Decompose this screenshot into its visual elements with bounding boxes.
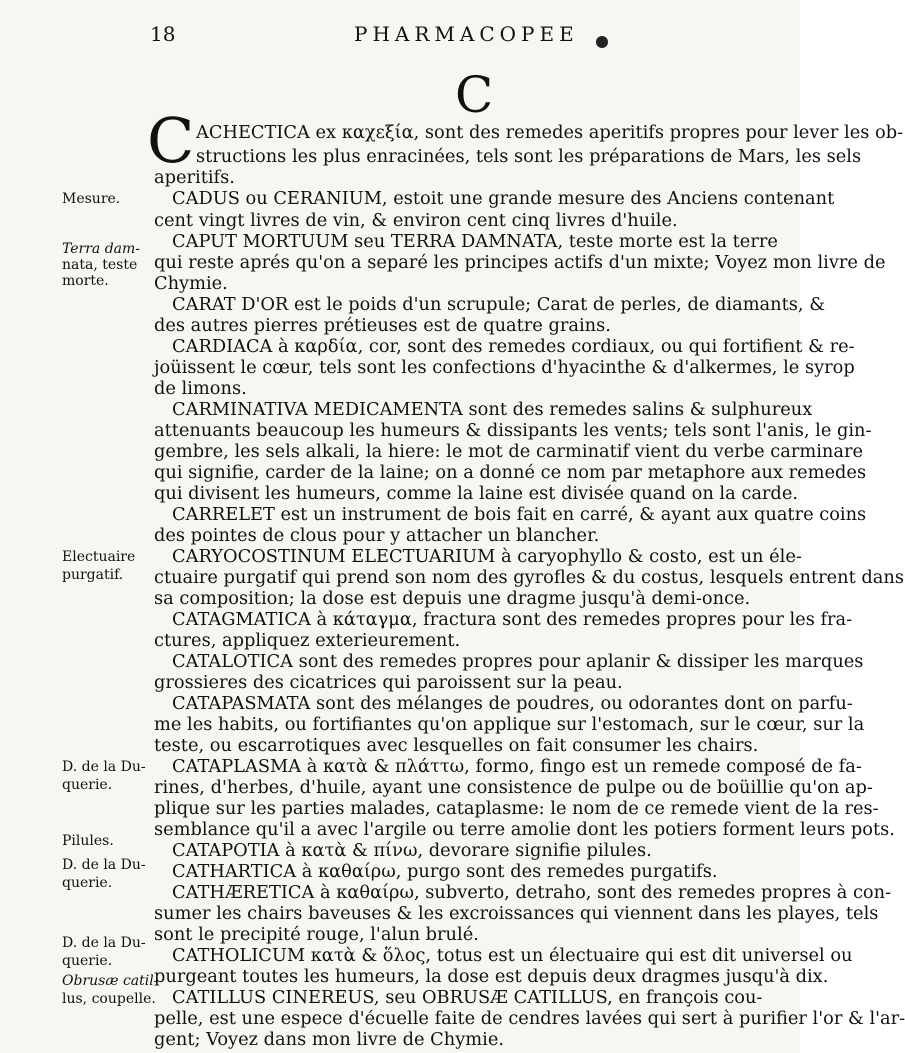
text-line: qui signifie, carder de la laine; on a donné ce nom par metaphore aux remedes [154, 462, 867, 483]
text-line: sont le precipité rouge, l'alun brulé. [154, 924, 479, 945]
page-number: 18 [150, 22, 176, 46]
text-line: CARAT D'OR est le poids d'un scrupule; Carat de perles, de diamants, & [172, 294, 826, 315]
text-line: CATAPASMATA sont des mélanges de poudres, ou odorantes dont on parfu- [172, 693, 853, 714]
running-head: PHARMACOPEE [354, 22, 579, 46]
text-line: CADUS ou CERANIUM, estoit une grande mesure des Anciens contenant [172, 188, 835, 209]
text-line: CARDIACA à καρδία, cor, sont des remedes cordiaux, ou qui fortifient & re- [172, 336, 855, 357]
text-line: CATAPLASMA à κατὰ & πλάττω, formo, fingo est un remede composé de fa- [172, 756, 862, 777]
text-line: teste, ou escarrotiques avec lesquelles on fait consumer les chairs. [154, 735, 759, 756]
text-line: ACHECTICA ex καχεξία, sont des remedes aperitifs propres pour lever les ob- [196, 122, 904, 143]
text-line: me les habits, ou fortifiantes qu'on applique sur l'estomach, sur le cœur, sur la [154, 714, 865, 735]
margin-note: D. de la Du- [62, 759, 146, 775]
text-line: grossieres des cicatrices qui paroissent sur la peau. [154, 672, 623, 693]
text-line: joüissent le cœur, tels sont les confections d'hyacinthe & d'alkermes, le syrop [154, 357, 855, 378]
margin-note: Terra dam- [62, 241, 141, 257]
text-line: CATHÆRETICA à καθαίρω, subverto, detraho, sont des remedes propres à con- [172, 882, 892, 903]
section-letter: C [455, 66, 494, 124]
margin-note: Pilules. [62, 833, 114, 849]
margin-note: morte. [62, 273, 109, 289]
text-line: aperitifs. [154, 167, 235, 188]
margin-note: D. de la Du- [62, 935, 146, 951]
margin-note: purgatif. [62, 567, 124, 583]
text-line: ctuaire purgatif qui prend son nom des gyrofles & du costus, lesquels entrent dans [154, 567, 904, 588]
text-line: CATALOTICA sont des remedes propres pour aplanir & dissiper les marques [172, 651, 864, 672]
text-line: structions les plus enracinées, tels sont les préparations de Mars, les sels [196, 146, 862, 167]
margin-note: lus, coupelle. [62, 991, 156, 1007]
drop-cap: C [147, 104, 195, 177]
margin-note: Electuaire [62, 549, 136, 565]
text-line: de limons. [154, 378, 247, 399]
text-line: CATILLUS CINEREUS, seu OBRUSÆ CATILLUS, en françois cou- [172, 987, 763, 1008]
text-line: sumer les chairs baveuses & les excroissances qui viennent dans les playes, tels [154, 903, 879, 924]
text-line: gembre, les sels alkali, la hiere: le mot de carminatif vient du verbe carminare [154, 441, 863, 462]
text-line: rines, d'herbes, d'huile, ayant une consistence de pulpe ou de boüillie qu'on ap- [154, 777, 873, 798]
margin-note: Mesure. [62, 191, 121, 207]
text-line: Chymie. [154, 273, 228, 294]
text-line: CATHARTICA à καθαίρω, purgo sont des remedes purgatifs. [172, 861, 718, 882]
text-line: pelle, est une espece d'écuelle faite de cendres lavées qui sert à purifier l'or & l'ar- [154, 1008, 905, 1029]
text-line: semblance qu'il a avec l'argile ou terre amolie dont les potiers forment leurs pots. [154, 819, 895, 840]
text-line: plique sur les parties malades, cataplasme: le nom de ce remede vient de la res- [154, 798, 879, 819]
text-line: sa composition; la dose est depuis une dragme jusqu'à demi-once. [154, 588, 751, 609]
text-line: CARMINATIVA MEDICAMENTA sont des remedes salins & sulphureux [172, 399, 813, 420]
text-line: cent vingt livres de vin, & environ cent cinq livres d'huile. [154, 210, 678, 231]
margin-note: nata, teste [62, 257, 138, 273]
text-line: gent; Voyez dans mon livre de Chymie. [154, 1029, 505, 1050]
margin-note: querie. [62, 953, 113, 969]
margin-note: querie. [62, 777, 113, 793]
text-line: CARYOCOSTINUM ELECTUARIUM à caryophyllo & costo, est un éle- [172, 546, 802, 567]
ornament-dot [596, 36, 608, 48]
text-line: qui divisent les humeurs, comme la laine est divisée quand on la carde. [154, 483, 798, 504]
text-line: purgeant toutes les humeurs, la dose est depuis deux dragmes jusqu'à dix. [154, 966, 829, 987]
margin-note: D. de la Du- [62, 857, 146, 873]
text-line: CAPUT MORTUUM seu TERRA DAMNATA, teste morte est la terre [172, 231, 778, 252]
text-line: attenuants beaucoup les humeurs & dissipants les vents; tels sont l'anis, le gin- [154, 420, 872, 441]
text-line: ctures, appliquez exterieurement. [154, 630, 461, 651]
text-line: CARRELET est un instrument de bois fait en carré, & ayant aux quatre coins [172, 504, 867, 525]
margin-note: Obrusæ catil- [62, 973, 159, 989]
text-line: CATAPOTIA à κατὰ & πίνω, devorare signifie pilules. [172, 840, 652, 861]
text-line: qui reste aprés qu'on a separé les principes actifs d'un mixte; Voyez mon livre de [154, 252, 886, 273]
text-line: CATHOLICUM κατὰ & ὅλος, totus est un électuaire qui est dit universel ou [172, 945, 853, 966]
margin-note: querie. [62, 875, 113, 891]
text-line: des autres pierres prétieuses est de quatre grains. [154, 315, 611, 336]
text-line: CATAGMATICA à κάταγμα, fractura sont des remedes propres pour les fra- [172, 609, 853, 630]
text-line: des pointes de clous pour y attacher un blancher. [154, 525, 600, 546]
